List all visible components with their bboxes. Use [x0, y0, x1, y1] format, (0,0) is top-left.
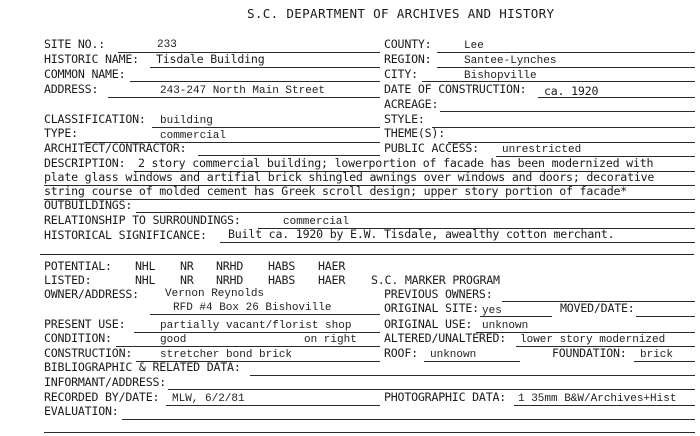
moved-date-line	[636, 316, 695, 317]
foundation-value: brick	[640, 349, 674, 361]
relationship-label: RELATIONSHIP TO SURROUNDINGS:	[44, 213, 241, 227]
region-label: REGION:	[384, 52, 432, 66]
public-access-label: PUBLIC ACCESS:	[384, 141, 479, 155]
present-use-label: PRESENT USE:	[44, 317, 126, 331]
condition-line	[116, 346, 380, 347]
themes-label: THEME(S):	[384, 126, 446, 140]
address-label: ADDRESS:	[44, 82, 99, 96]
style-line	[432, 127, 695, 128]
original-site-label: ORIGINAL SITE:	[384, 301, 479, 315]
informant-label: INFORMANT/ADDRESS:	[44, 375, 167, 389]
architect-label: ARCHITECT/CONTRACTOR:	[44, 141, 187, 155]
foundation-label: FOUNDATION:	[552, 346, 627, 360]
listed-label: LISTED:	[44, 273, 92, 287]
county-line	[437, 52, 695, 53]
condition-label: CONDITION:	[44, 331, 112, 345]
previous-owners-label: PREVIOUS OWNERS:	[384, 287, 493, 301]
recorded-by-value: MLW, 6/2/81	[172, 393, 245, 405]
roof-line	[424, 361, 520, 362]
recorded-by-label: RECORDED BY/DATE:	[44, 390, 160, 404]
historical-significance-label: HISTORICAL SIGNIFICANCE:	[44, 228, 207, 242]
description-label: DESCRIPTION:	[44, 156, 126, 170]
historical-significance-value: Built ca. 1920 by E.W. Tisdale, awealthy cotton merchant.	[228, 227, 615, 241]
county-label: COUNTY:	[384, 37, 432, 51]
marker-program-label: S.C. MARKER PROGRAM	[371, 273, 500, 287]
photographic-data-line	[514, 405, 695, 406]
address-value: 243-247 North Main Street	[160, 85, 326, 97]
original-use-line	[476, 332, 695, 333]
type-value: commercial	[160, 130, 227, 142]
common-name-line	[130, 81, 380, 82]
moved-date-label: MOVED/DATE:	[560, 301, 635, 315]
condition-note: on right	[304, 334, 357, 346]
owner-address: RFD #4 Box 26 Bishoville	[173, 302, 332, 314]
original-use-label: ORIGINAL USE:	[384, 317, 473, 331]
bibliographic-label: BIBLIOGRAPHIC & RELATED DATA:	[44, 360, 241, 374]
photographic-data-label: PHOTOGRAPHIC DATA:	[384, 390, 507, 404]
listed-haer: HAER	[318, 273, 346, 287]
recorded-by-line	[166, 405, 380, 406]
listed-nr: NR	[180, 273, 194, 287]
date-of-construction-value: ca. 1920	[544, 84, 599, 98]
region-line	[437, 67, 695, 68]
outbuildings-label: OUTBUILDINGS:	[44, 198, 133, 212]
region-value: Santee-Lynches	[464, 55, 557, 67]
evaluation-line	[122, 419, 695, 420]
description-underline-3	[44, 199, 695, 200]
acreage-line	[440, 111, 695, 112]
classification-value: building	[160, 115, 213, 127]
potential-haer: HAER	[318, 259, 346, 273]
construction-label: CONSTRUCTION:	[44, 346, 133, 360]
potential-nhl: NHL	[135, 259, 156, 273]
owner-address-line	[150, 314, 380, 315]
original-site-value: yes	[482, 305, 502, 317]
roof-label: ROOF:	[384, 346, 418, 360]
original-site-line	[480, 316, 552, 317]
public-access-value: unrestricted	[502, 144, 582, 156]
owner-label: OWNER/ADDRESS:	[44, 287, 139, 301]
classification-label: CLASSIFICATION:	[44, 112, 146, 126]
date-of-construction-line	[538, 97, 695, 98]
condition-value: good	[160, 334, 187, 346]
historic-name-label: HISTORIC NAME:	[44, 52, 139, 66]
bibliographic-line	[250, 375, 695, 376]
date-of-construction-label: DATE OF CONSTRUCTION:	[384, 82, 527, 96]
owner-name: Vernon Reynolds	[165, 288, 265, 300]
acreage-label: ACREAGE:	[384, 97, 439, 111]
style-label: STYLE:	[384, 112, 425, 126]
original-use-value: unknown	[482, 320, 529, 332]
potential-habs: HABS	[268, 259, 296, 273]
photographic-data-value: 1 35mm B&W/Archives+Hist	[518, 393, 677, 405]
altered-label: ALTERED/UNALTERED:	[384, 331, 507, 345]
historic-name-value: Tisdale Building	[156, 52, 265, 66]
site-no-label: SITE NO.:	[44, 37, 106, 51]
evaluation-label: EVALUATION:	[44, 404, 119, 418]
present-use-value: partially vacant/florist shop	[160, 320, 352, 332]
listed-habs: HABS	[268, 273, 296, 287]
site-no-value: 233	[157, 39, 177, 51]
description-line-3: string course of molded cement has Greek scroll design; upper story portion of facade*	[44, 184, 628, 198]
evaluation-line-2	[44, 432, 695, 433]
classification-line	[152, 127, 380, 128]
city-label: CITY:	[384, 67, 418, 81]
common-name-label: COMMON NAME:	[44, 67, 126, 81]
construction-value: stretcher bond brick	[160, 349, 293, 361]
description-line-2: plate glass windows and artifial brick shingled awnings over windows and doors; decorative	[44, 170, 655, 184]
roof-value: unknown	[430, 349, 477, 361]
city-value: Bishopville	[464, 70, 537, 82]
listed-nhl: NHL	[135, 273, 156, 287]
themes-line	[448, 142, 695, 143]
altered-value: lower story modernized	[520, 334, 666, 346]
type-label: TYPE:	[44, 126, 78, 140]
section-divider	[40, 254, 694, 255]
address-line	[108, 97, 380, 98]
historical-significance-line	[220, 242, 695, 243]
present-use-line	[134, 332, 380, 333]
historic-name-line	[150, 67, 380, 68]
potential-label: POTENTIAL:	[44, 259, 112, 273]
potential-nr: NR	[180, 259, 194, 273]
county-value: Lee	[464, 40, 484, 52]
relationship-value: commercial	[283, 216, 350, 228]
potential-nrhd: NRHD	[216, 259, 244, 273]
form-title: S.C. DEPARTMENT OF ARCHIVES AND HISTORY	[247, 6, 555, 21]
listed-nrhd: NRHD	[216, 273, 244, 287]
foundation-line	[634, 361, 695, 362]
description-line-1: 2 story commercial building; lowerportion of facade has been modernized with	[138, 156, 654, 170]
